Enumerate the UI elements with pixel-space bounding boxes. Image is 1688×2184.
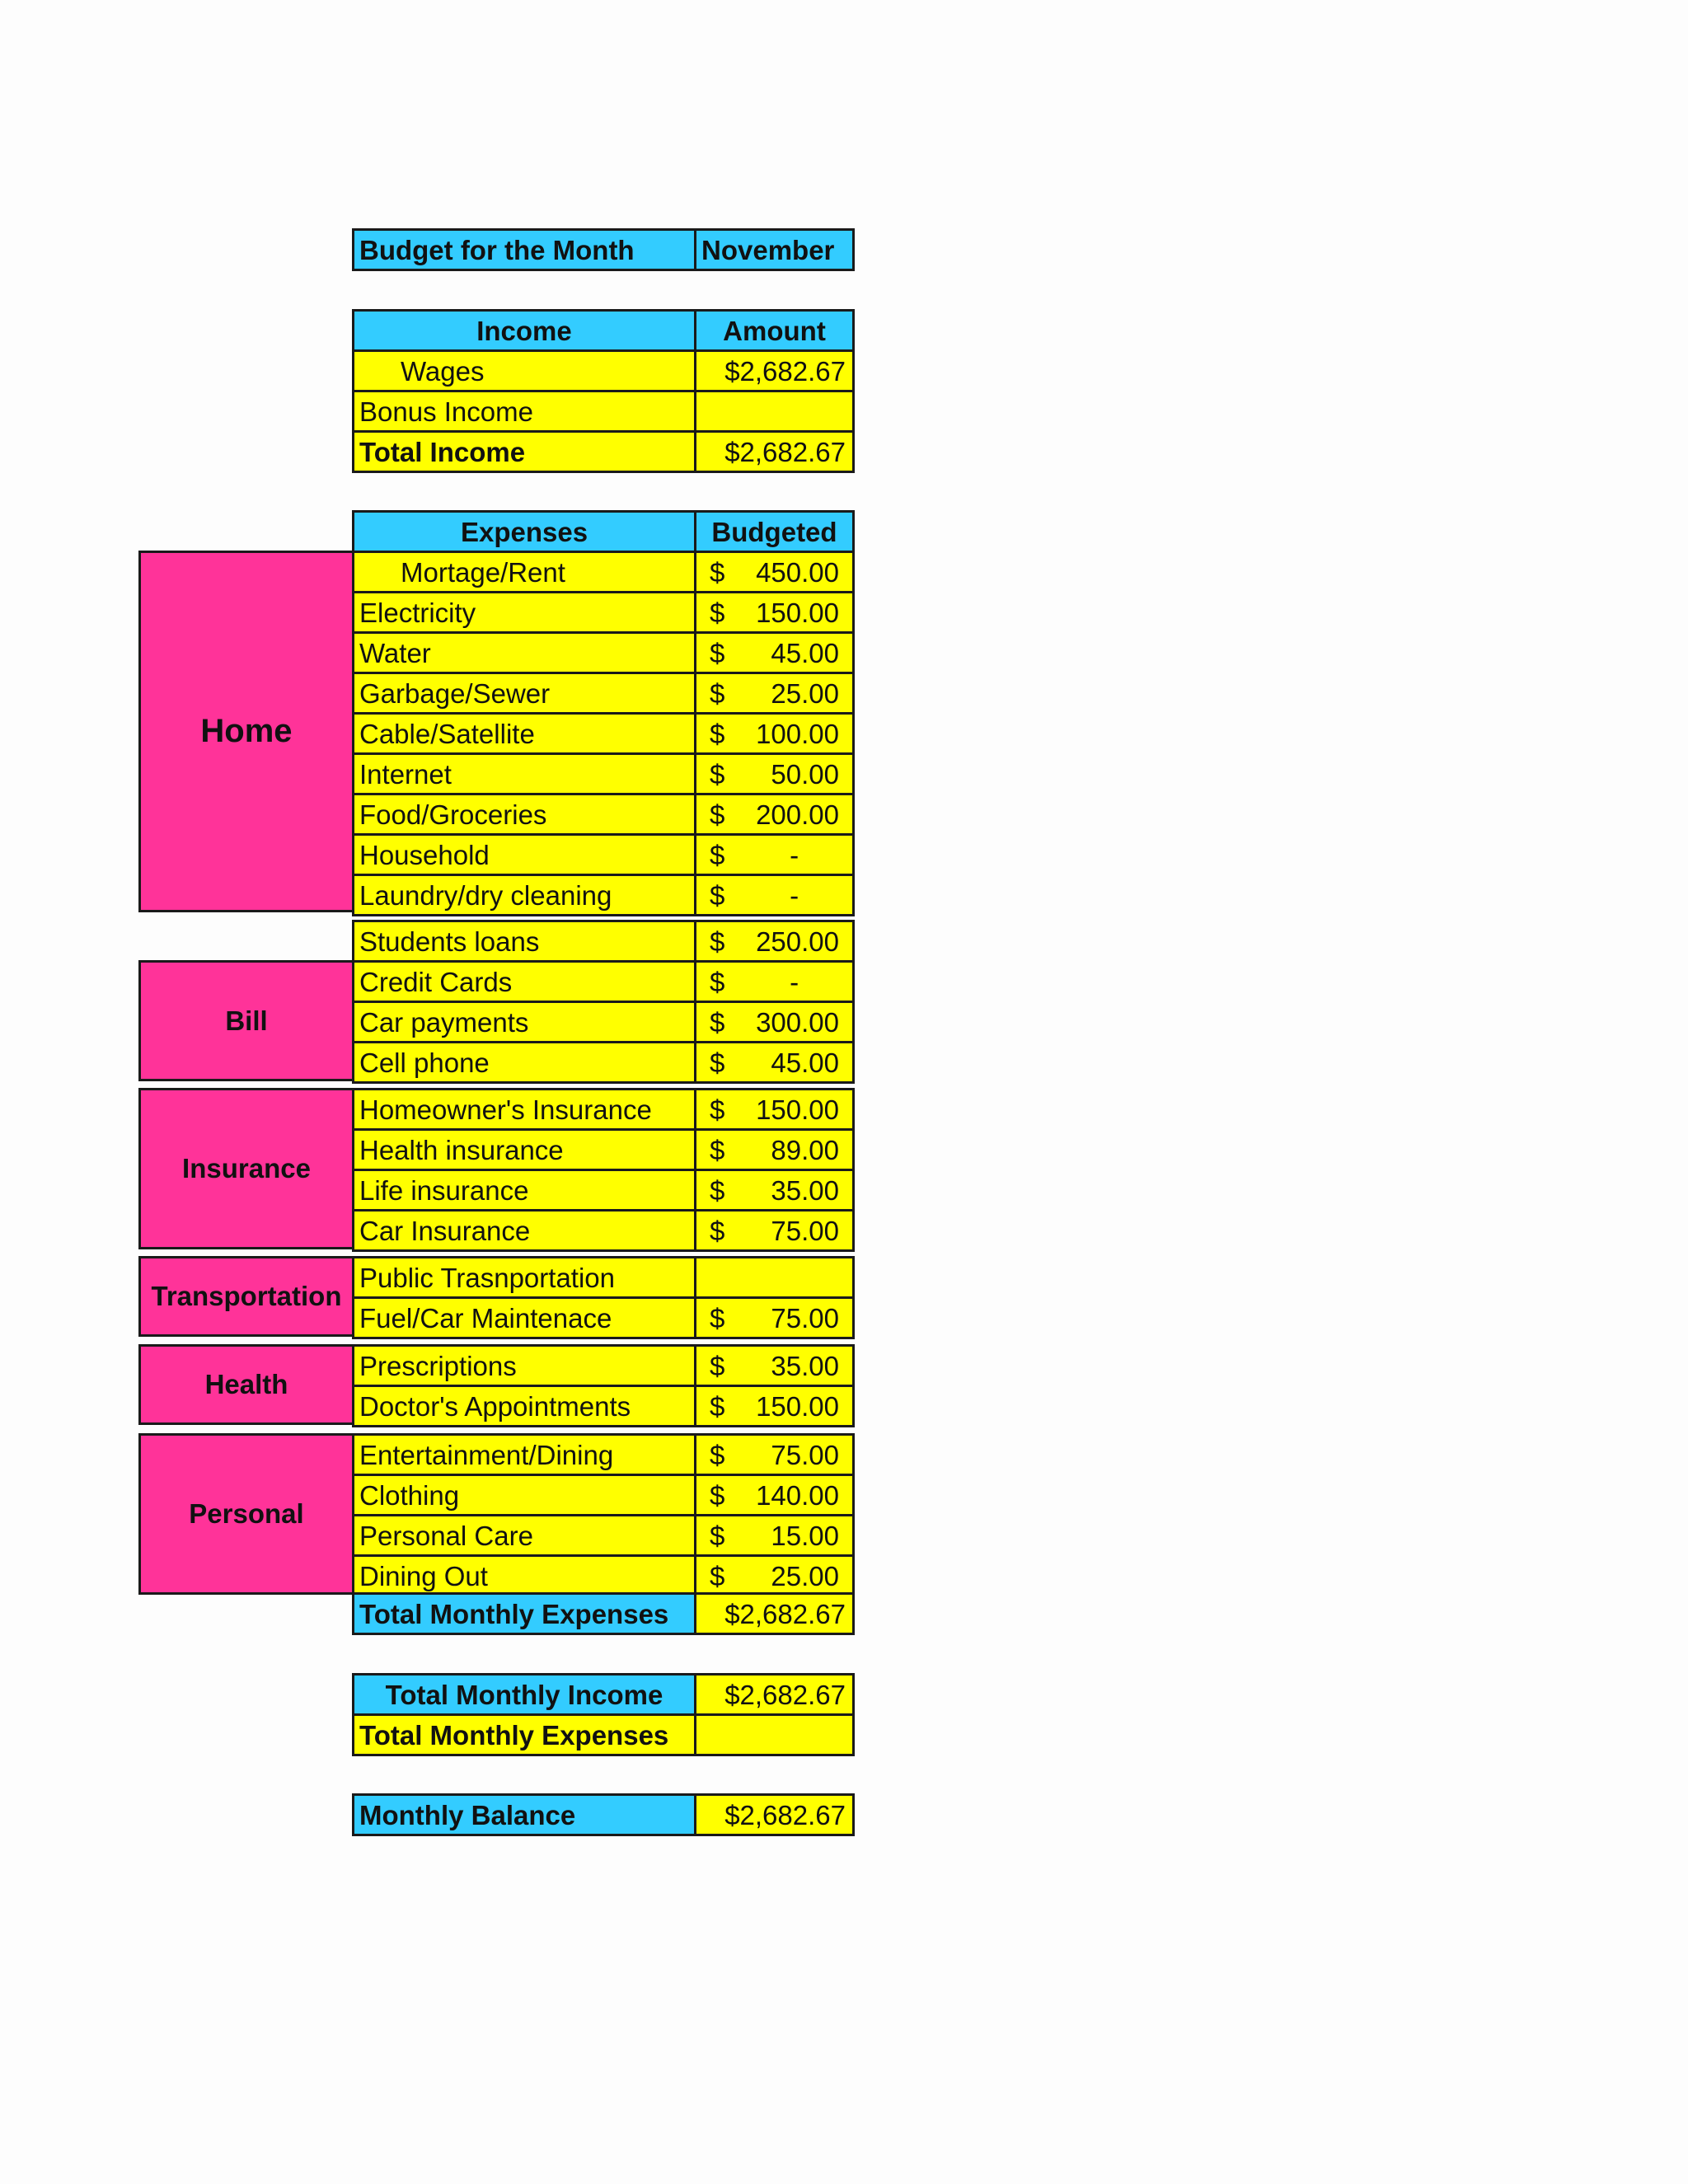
budget-value: 35.00 <box>771 1350 839 1381</box>
currency-symbol: $ <box>710 966 725 997</box>
budget-value: 50.00 <box>771 758 839 790</box>
expense-label: Homeowner's Insurance <box>352 1088 696 1131</box>
currency-symbol: $ <box>710 879 725 911</box>
expenses-header: Expenses <box>352 510 696 553</box>
currency-symbol: $ <box>710 1047 725 1078</box>
total-expenses-label: Total Monthly Expenses <box>352 1592 696 1635</box>
budget-value: 25.00 <box>771 1560 839 1591</box>
income-amount-total: $2,682.67 <box>694 430 855 473</box>
income-label-bonus: Bonus Income <box>352 390 696 433</box>
currency-symbol: $ <box>710 799 725 830</box>
budget-value: 15.00 <box>771 1520 839 1551</box>
budget-value: 100.00 <box>756 718 839 749</box>
expense-label: Public Trasnportation <box>352 1256 696 1299</box>
expense-budgeted <box>694 874 855 916</box>
budget-value: - <box>790 839 799 870</box>
expense-budgeted <box>694 1296 855 1339</box>
budget-value: 250.00 <box>756 926 839 957</box>
expense-budgeted <box>694 631 855 674</box>
currency-symbol: $ <box>710 1390 725 1422</box>
income-amount-wages: $2,682.67 <box>694 349 855 392</box>
expense-label: Cell phone <box>352 1041 696 1084</box>
currency-symbol: $ <box>710 556 725 588</box>
expense-label: Electricity <box>352 591 696 634</box>
total-expenses-value: $2,682.67 <box>694 1592 855 1635</box>
expense-budgeted <box>694 1128 855 1171</box>
currency-symbol: $ <box>710 1006 725 1038</box>
budget-value: 89.00 <box>771 1134 839 1165</box>
income-amount-bonus <box>694 390 855 433</box>
expense-budgeted <box>694 712 855 755</box>
budget-value: 25.00 <box>771 677 839 709</box>
budget-value: 75.00 <box>771 1302 839 1333</box>
budget-value: 75.00 <box>771 1215 839 1246</box>
expense-label: Car payments <box>352 1001 696 1043</box>
expense-label: Laundry/dry cleaning <box>352 874 696 916</box>
income-label-wages: Wages <box>352 349 696 392</box>
expense-label: Household <box>352 833 696 876</box>
expense-label: Water <box>352 631 696 674</box>
currency-symbol: $ <box>710 1215 725 1246</box>
expense-budgeted <box>694 1041 855 1084</box>
budget-value: 45.00 <box>771 637 839 668</box>
currency-symbol: $ <box>710 1134 725 1165</box>
currency-symbol: $ <box>710 597 725 628</box>
expense-label: Clothing <box>352 1474 696 1516</box>
currency-symbol: $ <box>710 1479 725 1511</box>
income-label-total: Total Income <box>352 430 696 473</box>
currency-symbol: $ <box>710 1094 725 1125</box>
currency-symbol: $ <box>710 637 725 668</box>
budget-value: 140.00 <box>756 1479 839 1511</box>
expense-label: Car Insurance <box>352 1209 696 1252</box>
expense-budgeted <box>694 1209 855 1252</box>
expense-label: Life insurance <box>352 1169 696 1212</box>
expense-label: Prescriptions <box>352 1344 696 1387</box>
currency-symbol: $ <box>710 1520 725 1551</box>
expense-label: Doctor's Appointments <box>352 1385 696 1427</box>
budget-value: 150.00 <box>756 1390 839 1422</box>
expense-budgeted <box>694 591 855 634</box>
summary-expenses-value <box>694 1713 855 1756</box>
expense-budgeted <box>694 1554 855 1597</box>
currency-symbol: $ <box>710 758 725 790</box>
currency-symbol: $ <box>710 718 725 749</box>
budget-value: 450.00 <box>756 556 839 588</box>
expense-label: Fuel/Car Maintenace <box>352 1296 696 1339</box>
expense-label: Entertainment/Dining <box>352 1433 696 1476</box>
currency-symbol: $ <box>710 677 725 709</box>
currency-symbol: $ <box>710 1439 725 1470</box>
expense-label: Students loans <box>352 920 696 963</box>
expense-budgeted <box>694 1514 855 1557</box>
category-transportation: Transportation <box>138 1256 354 1337</box>
expense-budgeted <box>694 960 855 1003</box>
expense-budgeted <box>694 833 855 876</box>
budget-month-value: November <box>694 228 855 271</box>
expense-budgeted <box>694 1385 855 1427</box>
expense-budgeted <box>694 1169 855 1212</box>
expense-budgeted <box>694 1256 855 1299</box>
balance-label: Monthly Balance <box>352 1793 696 1836</box>
expense-label: Cable/Satellite <box>352 712 696 755</box>
budget-value: 150.00 <box>756 597 839 628</box>
summary-expenses-label: Total Monthly Expenses <box>352 1713 696 1756</box>
budget-value: - <box>790 966 799 997</box>
expense-label: Personal Care <box>352 1514 696 1557</box>
expense-budgeted <box>694 1001 855 1043</box>
budget-value: 200.00 <box>756 799 839 830</box>
currency-symbol: $ <box>710 839 725 870</box>
budget-value: 300.00 <box>756 1006 839 1038</box>
expense-budgeted <box>694 793 855 836</box>
expense-budgeted <box>694 1344 855 1387</box>
expense-budgeted <box>694 672 855 715</box>
budget-value: 35.00 <box>771 1174 839 1206</box>
budget-value: 75.00 <box>771 1439 839 1470</box>
expense-budgeted <box>694 551 855 593</box>
expense-label: Health insurance <box>352 1128 696 1171</box>
budget-month-label: Budget for the Month <box>352 228 696 271</box>
expense-budgeted <box>694 752 855 795</box>
currency-symbol: $ <box>710 926 725 957</box>
expense-label: Food/Groceries <box>352 793 696 836</box>
expense-budgeted <box>694 1474 855 1516</box>
expense-label: Dining Out <box>352 1554 696 1597</box>
budgeted-header: Budgeted <box>694 510 855 553</box>
currency-symbol: $ <box>710 1560 725 1591</box>
income-header: Income <box>352 309 696 352</box>
expense-budgeted <box>694 1433 855 1476</box>
expense-label: Garbage/Sewer <box>352 672 696 715</box>
amount-header: Amount <box>694 309 855 352</box>
expense-label: Credit Cards <box>352 960 696 1003</box>
category-insurance: Insurance <box>138 1088 354 1249</box>
budget-value: 150.00 <box>756 1094 839 1125</box>
budget-value: 45.00 <box>771 1047 839 1078</box>
balance-value: $2,682.67 <box>694 1793 855 1836</box>
summary-income-value: $2,682.67 <box>694 1673 855 1716</box>
category-bill: Bill <box>138 960 354 1081</box>
budget-value: - <box>790 879 799 911</box>
currency-symbol: $ <box>710 1174 725 1206</box>
expense-budgeted <box>694 920 855 963</box>
category-home: Home <box>138 551 354 912</box>
category-personal: Personal <box>138 1433 354 1595</box>
summary-income-label: Total Monthly Income <box>352 1673 696 1716</box>
currency-symbol: $ <box>710 1350 725 1381</box>
expense-budgeted <box>694 1088 855 1131</box>
currency-symbol: $ <box>710 1302 725 1333</box>
category-health: Health <box>138 1344 354 1425</box>
expense-label: Mortage/Rent <box>352 551 696 593</box>
expense-label: Internet <box>352 752 696 795</box>
